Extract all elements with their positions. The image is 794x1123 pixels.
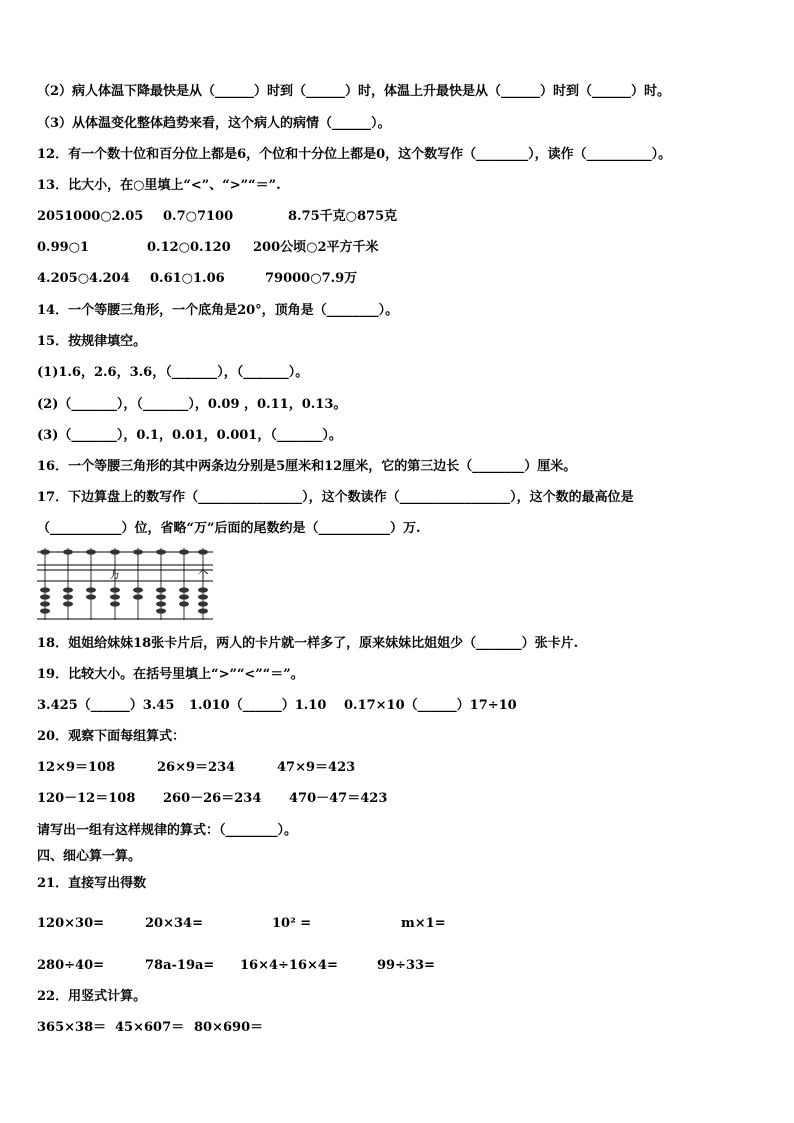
q20-item: 47×9＝423: [277, 760, 356, 775]
question-12: 12．有一个数十位和百分位上都是6，个位和十分位上都是0，这个数写作（________），读作（__________）。: [37, 147, 672, 162]
q21-item: 20×34=: [145, 916, 203, 931]
abacus-bead: [179, 601, 189, 606]
abacus-bead: [133, 594, 143, 599]
abacus-label-wan: 万: [109, 568, 121, 581]
abacus-bead: [110, 587, 120, 592]
abacus-bead: [179, 549, 189, 554]
q13-item: 79000○7.9万: [265, 271, 358, 286]
abacus-bead: [110, 594, 120, 599]
q13-item: 0.12○0.120: [147, 240, 231, 255]
abacus-figure: [37, 548, 213, 620]
abacus-bead: [86, 587, 96, 592]
abacus-bead: [156, 608, 166, 613]
abacus-bead: [133, 587, 143, 592]
question-19: 19．比较大小。在括号里填上“>”“<”“＝”。: [37, 667, 304, 682]
question-20: 20．观察下面每组算式：: [37, 729, 186, 744]
q22-item: 365×38＝: [37, 1020, 107, 1035]
q20-item: 12×9＝108: [37, 760, 116, 775]
question-15: 15．按规律填空。: [37, 334, 147, 349]
q21-item: m×1=: [401, 916, 446, 931]
q21-item: 99÷33=: [377, 958, 435, 973]
abacus-bead: [86, 549, 96, 554]
q13-item: 8.75千克○875克: [288, 209, 398, 224]
q21-item: 120×30=: [37, 916, 105, 931]
q21-item: 10² =: [272, 916, 312, 931]
question-17-line-2: （___________）位，省略“万”后面的尾数约是（___________）万.: [37, 521, 421, 536]
q20-item: 26×9＝234: [157, 760, 236, 775]
abacus-bead: [40, 549, 50, 554]
abacus-bead: [86, 594, 96, 599]
q19-item: 1.010（______）1.10: [189, 698, 327, 713]
abacus-bead: [40, 594, 50, 599]
q13-item: 0.7○7100: [163, 209, 234, 224]
abacus-bead: [179, 587, 189, 592]
q21-item: 280÷40=: [37, 958, 105, 973]
question-17-line-1: 17．下边算盘上的数写作（________________），这个数读作（_________________），这个数的最高位是: [37, 490, 634, 505]
q13-item: 0.61○1.06: [150, 271, 225, 286]
abacus-bead: [40, 601, 50, 606]
q19-item: 3.425（______）3.45: [37, 698, 175, 713]
abacus-bead: [63, 587, 73, 592]
q13-item: 200公顷○2平方千米: [253, 240, 379, 255]
question-11-part-3: （3）从体温变化整体趋势来看，这个病人的病情（______）。: [37, 116, 391, 131]
abacus-bead: [110, 549, 120, 554]
q21-item: 78a-19a=: [145, 958, 215, 973]
question-15-part-1: (1)1.6，2.6，3.6，（_______），（_______）。: [37, 365, 309, 380]
abacus-bead: [63, 594, 73, 599]
question-14: 14．一个等腰三角形，一个底角是20°，顶角是（________）。: [37, 303, 399, 318]
q21-item: 16×4÷16×4=: [240, 958, 338, 973]
question-13: 13．比大小，在○里填上“<”、“>”“＝”.: [37, 178, 281, 193]
abacus-bead: [40, 608, 50, 613]
abacus-bead: [156, 549, 166, 554]
q22-item: 45×607＝: [115, 1020, 185, 1035]
question-21: 21．直接写出得数: [37, 876, 147, 891]
q13-item: 2051000○2.05: [37, 209, 144, 224]
abacus-bead: [198, 587, 208, 592]
abacus-bead: [40, 587, 50, 592]
abacus-bead: [156, 594, 166, 599]
question-20-ask: 请写出一组有这样规律的算式：（________）。: [37, 823, 298, 838]
abacus-bead: [110, 601, 120, 606]
section-4-title: 四、细心算一算。: [37, 849, 142, 864]
abacus-bead: [198, 601, 208, 606]
abacus-bead: [133, 549, 143, 554]
question-15-part-2: (2)（_______），（_______），0.09 ，0.11，0.13。: [37, 397, 347, 412]
abacus-bead: [63, 601, 73, 606]
q13-item: 0.99○1: [37, 240, 90, 255]
abacus-bead: [198, 608, 208, 613]
abacus-bead: [156, 587, 166, 592]
question-18: 18．姐姐给妹妹18张卡片后，两人的卡片就一样多了，原来妹妹比姐姐少（_______）张卡片.: [37, 636, 579, 651]
q20-item: 260－26＝234: [163, 791, 262, 806]
abacus-bead: [198, 549, 208, 554]
question-11-part-2: （2）病人体温下降最快是从（______）时到（______）时，体温上升最快是从（______）时到（______）时。: [37, 84, 671, 99]
question-15-part-3: (3)（_______），0.1，0.01，0.001，（_______）。: [37, 428, 342, 443]
abacus-bead: [63, 549, 73, 554]
abacus-bead: [156, 601, 166, 606]
question-22: 22．用竖式计算。: [37, 989, 147, 1004]
q13-item: 4.205○4.204: [37, 271, 130, 286]
q19-item: 0.17×10（______）17÷10: [344, 698, 517, 713]
q22-item: 80×690＝: [194, 1020, 264, 1035]
abacus-label-ge: 个: [197, 568, 209, 581]
q20-item: 120－12＝108: [37, 791, 136, 806]
abacus-bead: [198, 594, 208, 599]
question-16: 16．一个等腰三角形的其中两条边分别是5厘米和12厘米，它的第三边长（________）厘米。: [37, 459, 577, 474]
q20-item: 470－47＝423: [289, 791, 388, 806]
abacus-bead: [179, 594, 189, 599]
